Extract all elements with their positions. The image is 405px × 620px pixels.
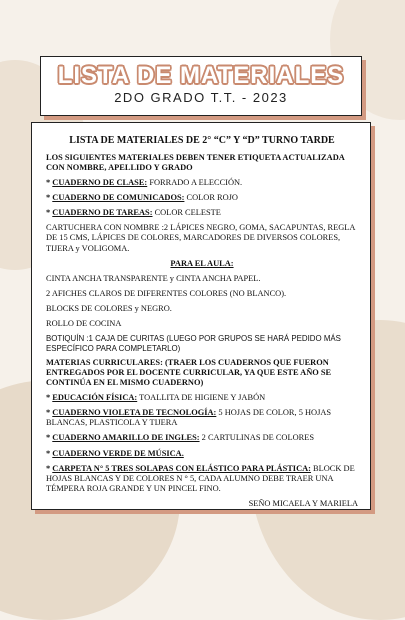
aula-item: CINTA ANCHA TRANSPARENTE y CINTA ANCHA PAPEL. — [46, 273, 261, 283]
item-label: CUADERNO AMARILLO DE INGLES: — [52, 433, 200, 443]
item-ingles: * CUADERNO AMARILLO DE INGLES: 2 CARTULINAS DE COLORES — [46, 433, 314, 443]
aula-item: 2 AFICHES CLAROS DE DIFERENTES COLORES (NO BLANCO). — [46, 288, 287, 298]
item-label: CUADERNO VERDE DE MÚSICA. — [52, 448, 184, 458]
item-text: 5 HOJAS DE COLOR, 5 HOJAS BLANCAS, PLASTICOLA Y TIJERA — [46, 408, 332, 428]
curriculares-text: MATERIAS CURRICULARES: (TRAER LOS CUADERNOS QUE FUERON ENTREGADOS POR EL DOCENTE CURRICULAR, YA QUE ESTE AÑO SE CONTINÚA EN EL MISMO CUADERNO) — [46, 357, 332, 388]
intro-text: LOS SIGUIENTES MATERIALES DEBEN TENER ETIQUETA ACTUALIZADA CON NOMBRE, APELLIDO Y GRADO — [46, 153, 345, 173]
item-text: TOALLITA DE HIGIENE Y JABÓN — [137, 393, 266, 403]
item-text: COLOR CELESTE — [152, 208, 221, 218]
title-card — [40, 56, 362, 116]
item-label: CUADERNO DE TAREAS: — [52, 208, 153, 218]
document-heading: LISTA DE MATERIALES DE 2° “C” Y “D” TURNO TARDE — [69, 135, 335, 146]
item-label: EDUCACIÓN FÍSICA: — [52, 393, 138, 403]
signature: SEÑO MICAELA Y MARIELA — [248, 498, 358, 508]
page-subtitle: 2DO GRADO T.T. - 2023 — [114, 90, 288, 105]
item-label: CARPETA N° 5 TRES SOLAPAS CON ELÁSTICO PARA PLÁSTICA: — [52, 463, 311, 473]
item-label: CUADERNO DE CLASE: — [52, 178, 148, 188]
item-plastica: * CARPETA N° 5 TRES SOLAPAS CON ELÁSTICO PARA PLÁSTICA: BLOCK DE HOJAS BLANCAS Y DE COLORES N ° 5, CADA ALUMNO DEBE TRAER UNA TÉMPERA ROJA GRANDE Y UN PINCEL FINO. — [46, 463, 355, 493]
item-label: CUADERNO VIOLETA DE TECNOLOGÍA: — [52, 408, 217, 418]
item-text: 2 CARTULINAS DE COLORES — [199, 433, 314, 443]
page-title: LISTA DE MATERIALES — [57, 62, 345, 89]
item-fisica: * EDUCACIÓN FÍSICA: TOALLITA DE HIGIENE Y JABÓN — [46, 393, 266, 403]
item-musica: * CUADERNO VERDE DE MÚSICA. — [46, 448, 184, 458]
item-cartuchera: CARTUCHERA CON NOMBRE :2 LÁPICES NEGRO, GOMA, SACAPUNTAS, REGLA DE 15 CMS, LÁPICES DE COLORES, MARCADORES DE DIVERSOS COLORES, TIJERA y VOLIGOMA. — [46, 223, 355, 253]
item-text: COLOR ROJO — [184, 193, 238, 203]
item-botiquin: BOTIQUÍN :1 CAJA DE CURITAS (LUEGO POR GRUPOS SE HARÁ PEDIDO MÁS ESPECÍFICO PARA COMPLETARLO) — [46, 334, 341, 353]
aula-item: ROLLO DE COCINA — [46, 318, 122, 328]
aula-item: BLOCKS DE COLORES y NEGRO. — [46, 303, 172, 313]
section-aula-title: PARA EL AULA: — [170, 258, 234, 268]
item-text: BLOCK DE HOJAS BLANCAS Y DE COLORES N ° 5, CADA ALUMNO DEBE TRAER UNA TÉMPERA ROJA GRANDE Y UN PINCEL FINO. — [46, 463, 355, 493]
item-tecnologia: * CUADERNO VIOLETA DE TECNOLOGÍA: 5 HOJAS DE COLOR, 5 HOJAS BLANCAS, PLASTICOLA Y TIJERA — [46, 408, 332, 428]
item-text: FORRADO A ELECCIÓN. — [147, 178, 243, 188]
item-clase: * CUADERNO DE CLASE: FORRADO A ELECCIÓN. — [46, 178, 243, 188]
materials-document — [31, 122, 371, 510]
item-comunicados: * CUADERNO DE COMUNICADOS: COLOR ROJO — [46, 193, 238, 203]
item-tareas: * CUADERNO DE TAREAS: COLOR CELESTE — [46, 208, 221, 218]
item-label: CUADERNO DE COMUNICADOS: — [52, 193, 185, 203]
